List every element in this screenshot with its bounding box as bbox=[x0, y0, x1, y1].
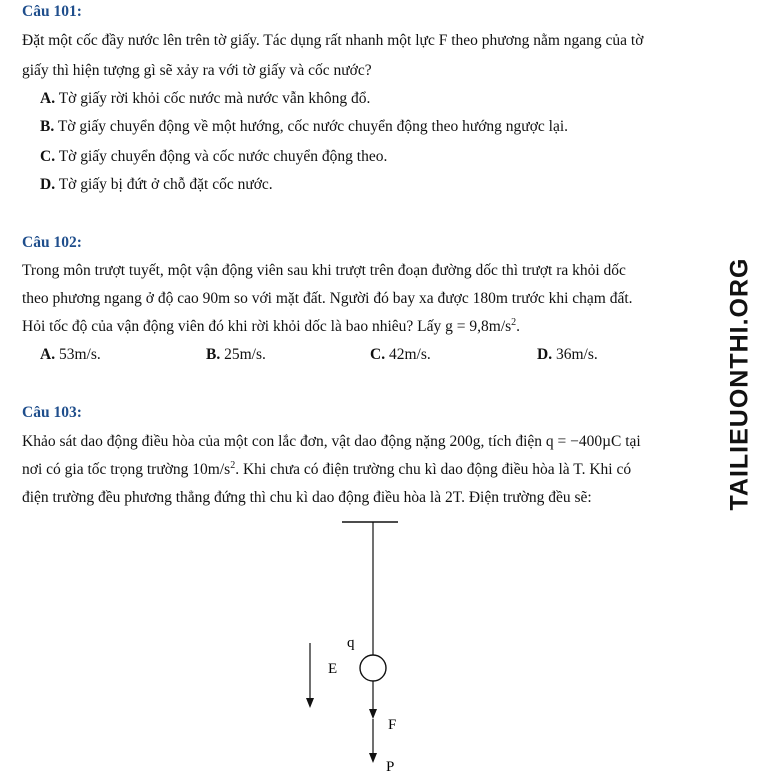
field-arrow-head bbox=[306, 698, 314, 708]
q102-option-a-label: A. bbox=[40, 346, 56, 363]
q102-text-line3-end: . bbox=[516, 318, 521, 335]
watermark bbox=[722, 222, 757, 546]
q101-option-b-text: Tờ giấy chuyển động về một hướng, cốc nước chuyển động theo hướng ngược lại. bbox=[57, 118, 569, 135]
q103-text-line2 bbox=[22, 461, 631, 479]
field-label: E bbox=[328, 661, 338, 677]
q103-text-line3: điện trường đều phương thẳng đứng thì chu kì dao động điều hòa là 2T. Điện trường đều sẽ: bbox=[22, 489, 592, 506]
q102-option-c-text: 42m/s. bbox=[388, 346, 431, 363]
q102-option-a-text: 53m/s. bbox=[58, 346, 101, 363]
q101-option-b bbox=[40, 118, 568, 136]
q102-option-c-label: C. bbox=[370, 346, 386, 363]
q101-option-c-text: Tờ giấy chuyển động và cốc nước chuyển động theo. bbox=[58, 148, 388, 165]
q103-text-line2-main: nơi có gia tốc trọng trường 10m/s bbox=[22, 461, 231, 478]
q102-option-b-text: 25m/s. bbox=[224, 346, 266, 363]
q102-option-d-label: D. bbox=[537, 346, 553, 363]
q102-option-b-label: B. bbox=[206, 346, 221, 363]
q101-option-d-label: D. bbox=[40, 176, 56, 193]
q102-option-b bbox=[206, 346, 266, 364]
force-arrow-head bbox=[369, 709, 377, 719]
pendulum-figure bbox=[290, 515, 420, 775]
q101-option-a-text: Tờ giấy rời khỏi cốc nước mà nước vẫn không đổ. bbox=[58, 90, 371, 107]
q102-text-line3-sup: 2 bbox=[511, 316, 517, 328]
q103-text-line1: Khảo sát dao động điều hòa của một con lắc đơn, vật dao động nặng 200g, tích điện q = −400µC tại bbox=[22, 433, 641, 450]
q101-option-c bbox=[40, 148, 387, 166]
q101-option-a bbox=[40, 90, 370, 108]
q102-option-d-text: 36m/s. bbox=[555, 346, 598, 363]
q102-text-line3 bbox=[22, 318, 520, 336]
q102-text-line3-main: Hỏi tốc độ của vận động viên đó khi rời khỏi dốc là bao nhiêu? Lấy g = 9,8m/s bbox=[22, 318, 512, 335]
q103-text-line2-sup: 2 bbox=[230, 459, 236, 471]
q101-option-d bbox=[40, 176, 273, 194]
q101-text-line2: giấy thì hiện tượng gì sẽ xảy ra với tờ giấy và cốc nước? bbox=[22, 62, 372, 79]
q102-title: Câu 102: bbox=[22, 234, 82, 251]
watermark-text: TAILIEUONTHI.ORG bbox=[725, 257, 754, 511]
weight-arrow-head bbox=[369, 753, 377, 763]
q101-text-line1: Đặt một cốc đầy nước lên trên tờ giấy. Tác dụng rất nhanh một lực F theo phương nằm ngang của tờ bbox=[22, 32, 644, 49]
q101-title: Câu 101: bbox=[22, 3, 82, 20]
q103-text-line2-end: . Khi chưa có điện trường chu kì dao động điều hòa là T. Khi có bbox=[235, 461, 632, 478]
q101-option-c-label: C. bbox=[40, 148, 56, 165]
q102-option-c bbox=[370, 346, 431, 364]
q101-option-b-label: B. bbox=[40, 118, 55, 135]
charge-label: q bbox=[347, 635, 355, 651]
q102-text-line1: Trong môn trượt tuyết, một vận động viên sau khi trượt trên đoạn đường dốc thì trượt ra khỏi dốc bbox=[22, 262, 626, 279]
q102-option-d bbox=[537, 346, 598, 364]
q101-option-d-text: Tờ giấy bị đứt ở chỗ đặt cốc nước. bbox=[58, 176, 273, 193]
q102-text-line2: theo phương ngang ở độ cao 90m so với mặt đất. Người đó bay xa được 180m trước khi chạm đất. bbox=[22, 290, 633, 307]
q101-option-a-label: A. bbox=[40, 90, 56, 107]
weight-label: P bbox=[386, 759, 395, 775]
q103-title: Câu 103: bbox=[22, 404, 82, 421]
force-label: F bbox=[388, 717, 397, 733]
q102-option-a bbox=[40, 346, 101, 364]
pendulum-bob bbox=[360, 655, 386, 681]
